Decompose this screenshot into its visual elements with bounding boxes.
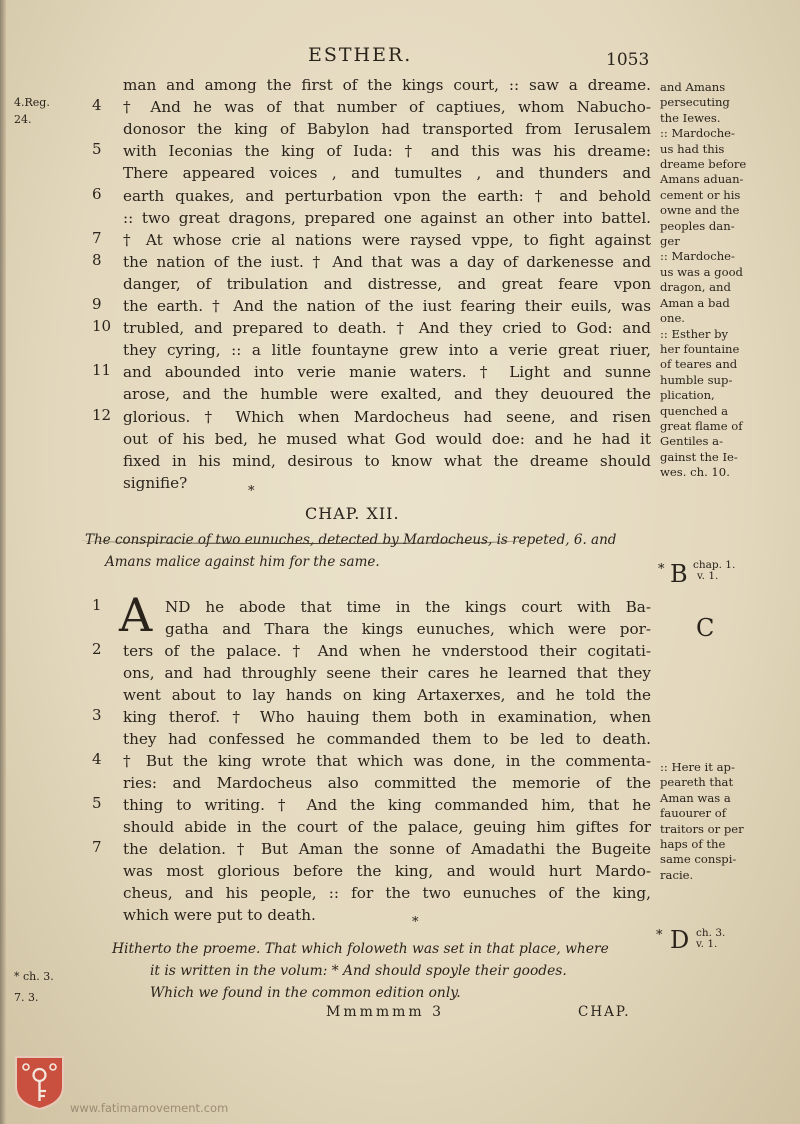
- catchword: CHAP.: [578, 1004, 631, 1020]
- text-line: gatha and Thara the kings eunuches, which were por-: [165, 620, 651, 638]
- verse-number: 5: [92, 794, 102, 812]
- text-line: There appeared voices , and tumultes , and thunders and: [123, 164, 651, 183]
- text-line: ons, and had throughly seene their cares he learned that they: [123, 664, 651, 682]
- verse-number: 8: [92, 250, 102, 269]
- drop-capital: A: [119, 588, 153, 642]
- verse-number: 7: [92, 838, 102, 856]
- text-line: went about to lay hands on king Artaxerxes, and he told the: [123, 686, 651, 704]
- left-margin-note-2: * ch. 3. 7. 3.: [14, 970, 54, 1004]
- verse-number: 12: [92, 405, 112, 424]
- margin-note-line: Amans aduan-: [660, 172, 744, 187]
- text-line: they had confessed he commanded them to be led to death.: [123, 730, 651, 748]
- text-line: glorious. † Which when Mardocheus had seene, and risen: [123, 407, 651, 426]
- chapter-argument-line-2: Amans malice against him for the same.: [105, 554, 380, 570]
- fatima-movement-logo-icon: [12, 1053, 67, 1111]
- verse-number: 4: [92, 96, 102, 115]
- closing-line-3: Which we found in the common edition only.: [150, 985, 461, 1001]
- verse-number: 7: [92, 228, 102, 247]
- text-line: donosor the king of Babylon had transported from Ierusalem: [123, 120, 651, 139]
- margin-note-line: haps of the: [660, 837, 726, 852]
- signature-mark: Mmmmmm 3: [326, 1004, 445, 1020]
- margin-note-line: gainst the Ie-: [660, 449, 738, 464]
- text-line: with Ieconias the king of Iuda: † and this was his dreame:: [123, 142, 651, 161]
- reference-letter-b: B: [670, 560, 688, 588]
- closing-line-2: it is written in the volum: * And should spoyle their goodes.: [150, 963, 567, 979]
- margin-note-line: plication,: [660, 388, 715, 403]
- margin-note-line: same conspi-: [660, 852, 737, 867]
- text-line: thing to writing. † And the king commanded him, that he: [123, 796, 651, 814]
- verse-number: 6: [92, 184, 102, 203]
- text-line: which were put to death.: [123, 906, 316, 924]
- reference-letter-d: D: [670, 926, 690, 954]
- text-line: † But the king wrote that which was done, in the commenta-: [123, 752, 651, 770]
- reference-note-d: ch. 3. v. 1.: [696, 927, 726, 950]
- margin-note-line: traitors or per: [660, 821, 744, 836]
- asterisk-mark: *: [248, 484, 255, 499]
- margin-note-line: Gentiles a-: [660, 434, 723, 449]
- margin-note-line: of teares and: [660, 357, 738, 372]
- text-line: cheus, and his people, :: for the two eunuches of the king,: [123, 884, 651, 902]
- text-line: was most glorious before the king, and would hurt Mardo-: [123, 862, 651, 880]
- left-margin-note-1: 4.Reg. 24.: [14, 96, 50, 126]
- text-line: signifie?: [123, 473, 188, 492]
- verse-number: 4: [92, 750, 102, 768]
- margin-note-line: and Amans: [660, 80, 726, 94]
- verse-number: 11: [92, 361, 112, 380]
- text-line: the nation of the iust. † And that was a day of darkenesse and: [123, 252, 651, 271]
- margin-note-line: us had this: [660, 141, 725, 156]
- text-line: † And he was of that number of captiues, whom Nabucho-: [123, 98, 651, 117]
- text-line: arose, and the humble were exalted, and they deuoured the: [123, 385, 651, 404]
- margin-note-line: peoples dan-: [660, 218, 735, 233]
- text-line: ND he abode that time in the kings court with Ba-: [165, 598, 651, 616]
- margin-note-line: :: Here it ap-: [660, 760, 735, 774]
- handwritten-underline: [82, 537, 530, 544]
- margin-note-line: :: Esther by: [660, 326, 729, 341]
- verse-number: 9: [92, 295, 102, 313]
- text-line: should abide in the court of the palace, geuing him giftes for: [123, 818, 651, 836]
- text-line: the earth. † And the nation of the iust fearing their euils, was: [123, 297, 651, 315]
- verse-number: 1: [92, 596, 102, 614]
- margin-note-line: quenched a: [660, 403, 729, 418]
- asterisk-ref-b: *: [658, 562, 665, 577]
- margin-note-line: dragon, and: [660, 280, 731, 295]
- margin-note-line: dreame before: [660, 157, 747, 172]
- chapter-argument-line-1: The conspiracie of two eunuches, detected by Mardocheus, is repeted, 6. and: [85, 532, 617, 548]
- right-margin-notes-bottom: [660, 760, 798, 883]
- text-line: † At whose crie al nations were raysed vppe, to fight against: [123, 230, 651, 249]
- text-line: they cyring, :: a litle fountayne grew into a verie great riuer,: [123, 341, 651, 360]
- margin-note-line: the Iewes.: [660, 110, 721, 125]
- margin-note-line: racie.: [660, 867, 694, 882]
- margin-note-line: fauourer of: [660, 806, 727, 821]
- text-line: ters of the palace. † And when he vnderstood their cogitati-: [123, 642, 651, 660]
- margin-note-line: humble sup-: [660, 372, 733, 387]
- text-line: danger, of tribulation and distresse, and great feare vpon: [123, 274, 651, 293]
- reference-letter-c: C: [696, 614, 715, 642]
- page-number: 1053: [606, 50, 650, 70]
- margin-note-line: one.: [660, 311, 685, 326]
- verse-number: 2: [92, 640, 102, 658]
- margin-note-line: her fountaine: [660, 341, 740, 356]
- text-line: trubled, and prepared to death. † And they cried to God: and: [123, 319, 651, 338]
- margin-note-line: peareth that: [660, 775, 734, 790]
- chapter-title: CHAP. XII.: [305, 504, 400, 523]
- margin-note-line: persecuting: [660, 95, 730, 110]
- verse-number: 3: [92, 706, 102, 724]
- book-spine-shadow: [0, 0, 6, 1124]
- margin-note-line: ger: [660, 234, 680, 249]
- margin-note-line: owne and the: [660, 203, 740, 218]
- margin-note-line: Aman was a: [660, 790, 731, 805]
- text-line: earth quakes, and perturbation vpon the earth: † and behold: [123, 186, 651, 205]
- margin-note-line: :: Mardoche-: [660, 126, 735, 141]
- right-margin-notes-top: [660, 80, 798, 481]
- text-line: king therof. † Who hauing them both in examination, when: [123, 708, 651, 726]
- asterisk-ref-d: *: [656, 928, 663, 943]
- reference-note-b: chap. 1. v. 1.: [693, 559, 736, 582]
- margin-note-line: :: Mardoche-: [660, 249, 735, 264]
- text-line: fixed in his mind, desirous to know what the dreame should: [123, 451, 651, 470]
- text-line: :: two great dragons, prepared one against an other into battel.: [123, 208, 651, 227]
- verse-number: 10: [92, 317, 112, 336]
- verse-number: 5: [92, 140, 102, 159]
- margin-note-line: wes. ch. 10.: [660, 465, 730, 480]
- asterisk-mark-2: *: [412, 915, 419, 930]
- footer-website-link[interactable]: www.fatimamovement.com: [70, 1101, 229, 1115]
- running-title: ESTHER.: [308, 44, 413, 66]
- text-line: out of his bed, he mused what God would doe: and he had it: [123, 429, 651, 448]
- text-line: the delation. † But Aman the sonne of Amadathi the Bugeite: [123, 840, 651, 858]
- margin-note-line: cement or his: [660, 187, 741, 202]
- margin-note-line: us was a good: [660, 264, 743, 279]
- text-line: man and among the first of the kings court, :: saw a dreame.: [123, 76, 651, 94]
- closing-line-1: Hitherto the proeme. That which foloweth was set in that place, where: [112, 941, 609, 957]
- margin-note-line: great flame of: [660, 418, 743, 433]
- margin-note-line: Aman a bad: [660, 295, 730, 310]
- text-line: ries: and Mardocheus also committed the memorie of the: [123, 774, 651, 792]
- text-line: and abounded into verie manie waters. † Light and sunne: [123, 363, 651, 382]
